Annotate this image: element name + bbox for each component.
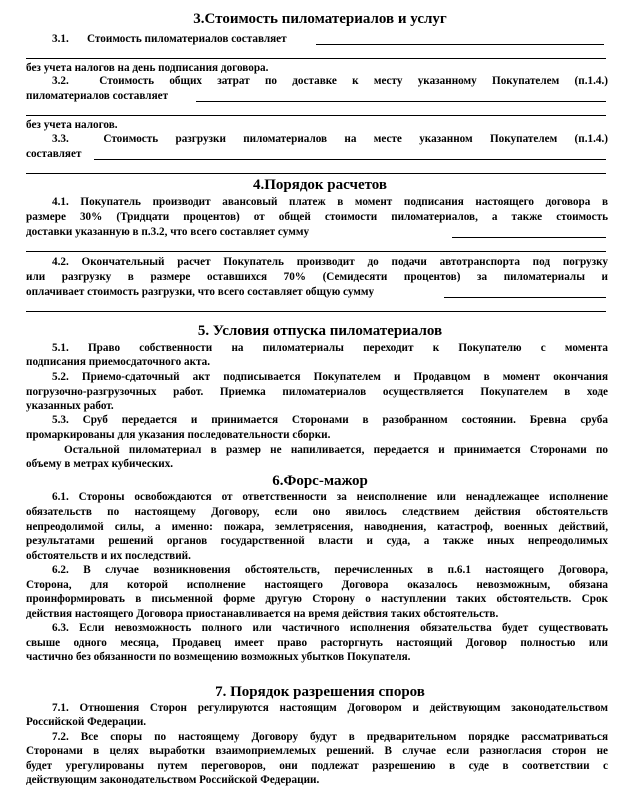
clause-4-1-line1: 4.1. Покупатель производит авансовый платеж в момент подписания настоящего договора в (52, 196, 608, 208)
section-6-title: 6.Форс-мажор (272, 473, 368, 489)
clause-7-2-line4: действующим законодательством Российской Федерации. (26, 774, 320, 786)
clause-7-1-line1: 7.1. Отношения Сторон регулируются настоящим Договором и действующим законодательством (52, 702, 608, 714)
clause-5-2-line1: 5.2. Приемо-сдаточный акт подписывается Покупателем и Продавцом в момент окончания (52, 371, 608, 383)
clause-5-2-line3: указанных работ. (26, 400, 114, 412)
section-3-title: 3.Стоимость пиломатериалов и услуг (193, 11, 447, 27)
clause-7-2-line3: будет урегулированы путем переговоров, они подлежат разрешению в суде в соответствии с (26, 760, 608, 772)
clause-5-3-line2: промаркированы для указания последовательности сборки. (26, 429, 331, 441)
clause-4-2-line3: оплачивает стоимость разгрузки, что всего составляет общую сумму (26, 286, 375, 298)
clause-7-1-line2: Российской Федерации. (26, 716, 147, 728)
clause-5-4-line1: Остальной пиломатериал в размер не напиливается, передается и принимается Сторонами по (64, 444, 608, 456)
final-blank-line-2 (26, 311, 606, 312)
clause-4-2-line1: 4.2. Окончательный расчет Покупатель производит до подачи автотранспорта под погрузку (52, 256, 608, 268)
clause-6-2-line3: проинформировать в письменной форме другую Сторону о наступлении таких обстоятельств. Срок (26, 593, 608, 605)
clause-4-2-line2: или разгрузку в размере оставшихся 70% (Семидесяти процентов) за пиломатериалы и (26, 271, 608, 283)
clause-3-1-tail: без учета налогов на день подписания договора. (26, 62, 269, 74)
clause-6-1-line2: обязательств по настоящему Договору, если оно явилось следствием действия обстоятельств (26, 506, 608, 518)
price-blank-line (316, 44, 604, 45)
clause-5-2-line2: погрузочно-разгрузочных работ. Приемка пиломатериалов осуществляется Покупателем в ходе (26, 386, 608, 398)
clause-7-2-line2: Сторонами в целях выработки взаимоприемлемых решений. В случае если разногласия сторон не (26, 745, 608, 757)
clause-6-2-line4: действия настоящего Договора приостанавливается на время действия таких обстоятельств. (26, 608, 499, 620)
clause-3-3-text-cont: составляет (26, 148, 82, 160)
clause-6-2-line2: Сторона, для которой исполнение настоящего Договора оказалось невозможным, обязана (26, 579, 608, 591)
price-blank-line-2 (26, 58, 606, 59)
clause-5-1-line2: подписания приемосдаточного акта. (26, 356, 211, 368)
clause-6-3-line2: свыше одного месяца, Продавец имеет право расторгнуть настоящий Договор полностью или (26, 637, 608, 649)
unloading-blank-line-2 (26, 173, 606, 174)
clause-5-4-line2: объему в метрах кубических. (26, 458, 174, 470)
clause-6-2-line1: 6.2. В случае возникновения обстоятельств, перечисленных в п.6.1 настоящего Договора, (52, 564, 608, 576)
advance-blank-line-2 (26, 251, 606, 252)
unloading-blank-line (94, 159, 606, 160)
final-blank-line (444, 297, 606, 298)
delivery-blank-line (196, 101, 606, 102)
clause-3-1-number: 3.1. (52, 33, 69, 45)
clause-3-1-text: Стоимость пиломатериалов составляет (87, 33, 287, 45)
advance-blank-line (452, 237, 606, 238)
clause-4-1-line2: размере 30% (Тридцати процентов) от общей стоимости пиломатериалов, а также стоимость (26, 211, 608, 223)
clause-5-1-line1: 5.1. Право собственности на пиломатериалы переходит к Покупателю с момента (52, 342, 608, 354)
clause-6-1-line5: обстоятельств и их последствий. (26, 550, 191, 562)
section-7-title: 7. Порядок разрешения споров (215, 684, 425, 700)
clause-3-2-tail: без учета налогов. (26, 119, 118, 131)
clause-6-1-line3: непреодолимой силы, а именно: пожара, землетрясения, наводнения, катастроф, военных действий, (26, 521, 608, 533)
clause-6-3-line3: частично без обязанности по возмещению возможных убытков Покупателя. (26, 651, 411, 663)
clause-4-1-line3: доставки указанную в п.3.2, что всего составляет сумму (26, 226, 310, 238)
clause-6-3-line1: 6.3. Если невозможность полного или частичного исполнения обязательства будет существовать (52, 622, 608, 634)
clause-7-2-line1: 7.2. Все споры по настоящему Договору будут в предварительном порядке рассматриваться (52, 731, 608, 743)
clause-3-2-text-cont: пиломатериалов составляет (26, 90, 169, 102)
clause-6-1-line1: 6.1. Стороны освобождаются от ответственности за неисполнение или ненадлежащее исполнение (52, 491, 608, 503)
clause-6-1-line4: результатами решений органов государственной власти и суда, а также иных непреодолимых (26, 535, 608, 547)
clause-3-3-text: 3.3. Стоимость разгрузки пиломатериалов на месте указанном Покупателем (п.1.4.) (52, 133, 609, 145)
delivery-blank-line-2 (26, 115, 606, 116)
clause-5-3-line1: 5.3. Сруб передается и принимается Сторонами в разобранном состоянии. Бревна сруба (52, 414, 608, 426)
section-4-title: 4.Порядок расчетов (252, 177, 388, 193)
section-5-title: 5. Условия отпуска пиломатериалов (197, 323, 443, 339)
clause-3-2-text: 3.2. Стоимость общих затрат по доставке к месту указанному Покупателем (п.1.4.) (52, 75, 608, 87)
